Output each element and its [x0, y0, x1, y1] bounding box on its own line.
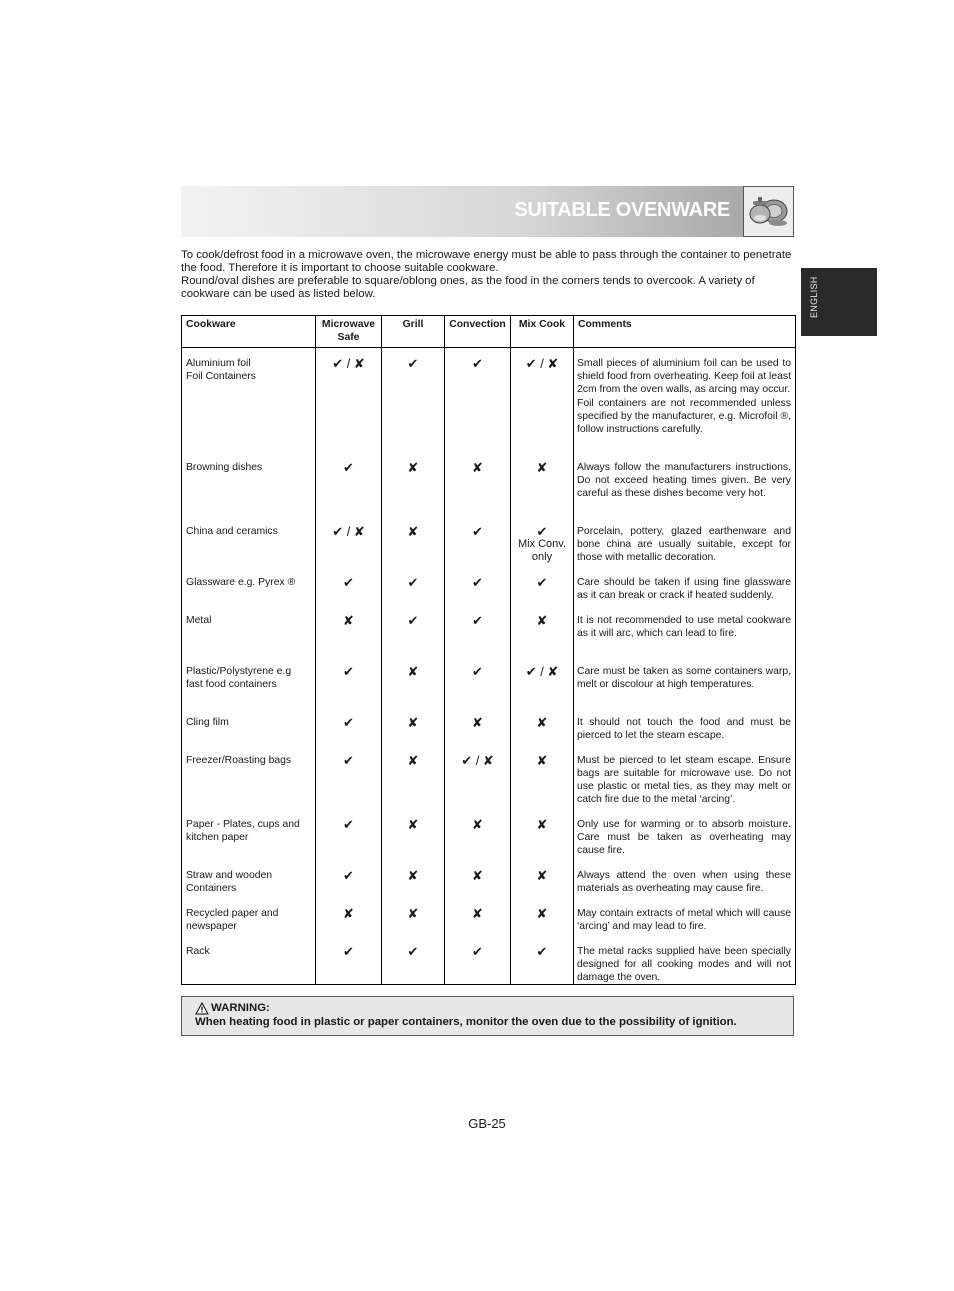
header-mix-cook: Mix Cook	[511, 316, 574, 348]
grill-mark: ✔	[382, 936, 445, 985]
mix-cook-mark: ✘	[511, 452, 574, 516]
microwave-safe-mark: ✔	[316, 860, 382, 898]
mix-cook-mark: ✘	[511, 707, 574, 745]
table-row	[182, 809, 796, 860]
microwave-safe-mark: ✔ / ✘	[316, 516, 382, 567]
cookware-name: Recycled paper and newspaper	[182, 898, 316, 936]
grill-mark: ✔	[382, 605, 445, 656]
page-number: GB-25	[468, 1116, 506, 1131]
mix-cook-note: Mix Conv. only	[517, 537, 567, 563]
convection-mark: ✔	[445, 348, 511, 452]
warning-triangle-icon	[195, 1002, 209, 1015]
header-convection: Convection	[445, 316, 511, 348]
cookware-name: Cling film	[182, 707, 316, 745]
grill-mark: ✔	[382, 348, 445, 452]
mix-cook-mark: ✔ / ✘	[511, 348, 574, 452]
table-row	[182, 898, 796, 936]
comment-cell: It should not touch the food and must be pierced to let the steam escape.	[574, 707, 796, 745]
table-row	[182, 452, 796, 516]
convection-mark: ✘	[445, 898, 511, 936]
table-row	[182, 936, 796, 985]
mix-cook-mark: ✘	[511, 860, 574, 898]
mix-cook-mark: ✔	[511, 567, 574, 605]
convection-mark: ✘	[445, 452, 511, 516]
grill-mark: ✘	[382, 745, 445, 809]
grill-mark: ✘	[382, 809, 445, 860]
cookware-name: Browning dishes	[182, 452, 316, 516]
cookware-pots-icon	[743, 186, 794, 237]
grill-mark: ✘	[382, 707, 445, 745]
section-header-banner	[181, 186, 794, 237]
intro-paragraph: Round/oval dishes are preferable to square/oblong ones, as the food in the corners tends to overcook. A variety of cookware can be used as listed below.	[181, 275, 755, 300]
table-row	[182, 860, 796, 898]
grill-mark: ✘	[382, 860, 445, 898]
page-title: SUITABLE OVENWARE	[514, 199, 730, 221]
microwave-safe-mark: ✔	[316, 452, 382, 516]
comment-cell: Always follow the manufacturers instructions. Do not exceed heating times given. Be very careful as these dishes become very hot.	[574, 452, 796, 516]
language-tab	[801, 268, 877, 336]
cookware-name: Freezer/Roasting bags	[182, 745, 316, 809]
cookware-name: Metal	[182, 605, 316, 656]
ovenware-table	[181, 315, 796, 985]
language-label: ENGLISH	[809, 276, 819, 318]
mix-cook-mark: ✘	[511, 745, 574, 809]
table-row	[182, 656, 796, 707]
convection-mark: ✔	[445, 656, 511, 707]
mix-cook-mark: ✔ / ✘	[511, 656, 574, 707]
microwave-safe-mark: ✔	[316, 809, 382, 860]
cookware-name: Rack	[182, 936, 316, 985]
cookware-name: Paper - Plates, cups and kitchen paper	[182, 809, 316, 860]
warning-box	[181, 996, 794, 1036]
table-row	[182, 567, 796, 605]
convection-mark: ✘	[445, 860, 511, 898]
microwave-safe-mark: ✔	[316, 936, 382, 985]
microwave-safe-mark: ✔	[316, 707, 382, 745]
grill-mark: ✘	[382, 898, 445, 936]
grill-mark: ✘	[382, 656, 445, 707]
mix-cook-mark: ✘	[511, 605, 574, 656]
intro-paragraph: To cook/defrost food in a microwave oven, the microwave energy must be able to pass through the container to penetrate the food. Therefore it is important to choose suitable cookware.	[181, 249, 792, 274]
comment-cell: The metal racks supplied have been specially designed for all cooking modes and will not damage the oven.	[574, 936, 796, 985]
comment-cell: Always attend the oven when using these materials as overheating may cause fire.	[574, 860, 796, 898]
microwave-safe-mark: ✔	[316, 656, 382, 707]
convection-mark: ✔	[445, 567, 511, 605]
convection-mark: ✔ / ✘	[445, 745, 511, 809]
convection-mark: ✘	[445, 809, 511, 860]
table-row	[182, 516, 796, 567]
microwave-safe-mark: ✔	[316, 567, 382, 605]
microwave-safe-mark: ✔ / ✘	[316, 348, 382, 452]
microwave-safe-mark: ✘	[316, 605, 382, 656]
convection-mark: ✔	[445, 936, 511, 985]
cookware-name: China and ceramics	[182, 516, 316, 567]
convection-mark: ✘	[445, 707, 511, 745]
comment-cell: Care must be taken as some containers warp, melt or discolour at high temperatures.	[574, 656, 796, 707]
table-row	[182, 605, 796, 656]
convection-mark: ✔	[445, 605, 511, 656]
comment-cell: May contain extracts of metal which will cause ‘arcing’ and may lead to fire.	[574, 898, 796, 936]
header-cookware: Cookware	[182, 316, 316, 348]
mix-cook-mark: ✘	[511, 898, 574, 936]
warning-title: WARNING:	[211, 1002, 270, 1014]
header-comments: Comments	[574, 316, 796, 348]
header-grill: Grill	[382, 316, 445, 348]
header-microwave-safe: Microwave Safe	[316, 316, 382, 348]
intro-text	[181, 249, 794, 301]
table-row	[182, 745, 796, 809]
convection-mark: ✔	[445, 516, 511, 567]
table-header-row	[182, 316, 796, 348]
mix-cook-mark: ✔	[511, 936, 574, 985]
grill-mark: ✔	[382, 567, 445, 605]
grill-mark: ✘	[382, 452, 445, 516]
comment-cell: Care should be taken if using fine glassware as it can break or crack if heated suddenly.	[574, 567, 796, 605]
table-row	[182, 707, 796, 745]
grill-mark: ✘	[382, 516, 445, 567]
comment-cell: Porcelain, pottery, glazed earthenware and bone china are usually suitable, except for those with metallic decoration.	[574, 516, 796, 567]
mix-cook-mark: ✘	[511, 809, 574, 860]
cookware-name: Plastic/Polystyrene e.g fast food containers	[182, 656, 316, 707]
mix-cook-mark: ✔ Mix Conv. only	[511, 516, 574, 567]
table-row	[182, 348, 796, 452]
comment-cell: It is not recommended to use metal cookware as it will arc, which can lead to fire.	[574, 605, 796, 656]
warning-text: When heating food in plastic or paper containers, monitor the oven due to the possibility of ignition.	[195, 1016, 737, 1028]
comment-cell: Small pieces of aluminium foil can be used to shield food from overheating. Keep foil at least 2cm from the oven walls, as arcing may occur. Foil containers are not recommended unless specified by the manufacturer, e.g. Microfoil ®, follow instructions carefully.	[574, 348, 796, 452]
cookware-name: Glassware e.g. Pyrex ®	[182, 567, 316, 605]
comment-cell: Must be pierced to let steam escape. Ensure bags are suitable for microwave use. Do not use plastic or metal ties, as they may melt or catch fire due to the metal ‘arcing’.	[574, 745, 796, 809]
cookware-name: Aluminium foil Foil Containers	[182, 348, 316, 452]
microwave-safe-mark: ✔	[316, 745, 382, 809]
comment-cell: Only use for warming or to absorb moisture. Care must be taken as overheating may cause fire.	[574, 809, 796, 860]
cookware-name: Straw and wooden Containers	[182, 860, 316, 898]
microwave-safe-mark: ✘	[316, 898, 382, 936]
